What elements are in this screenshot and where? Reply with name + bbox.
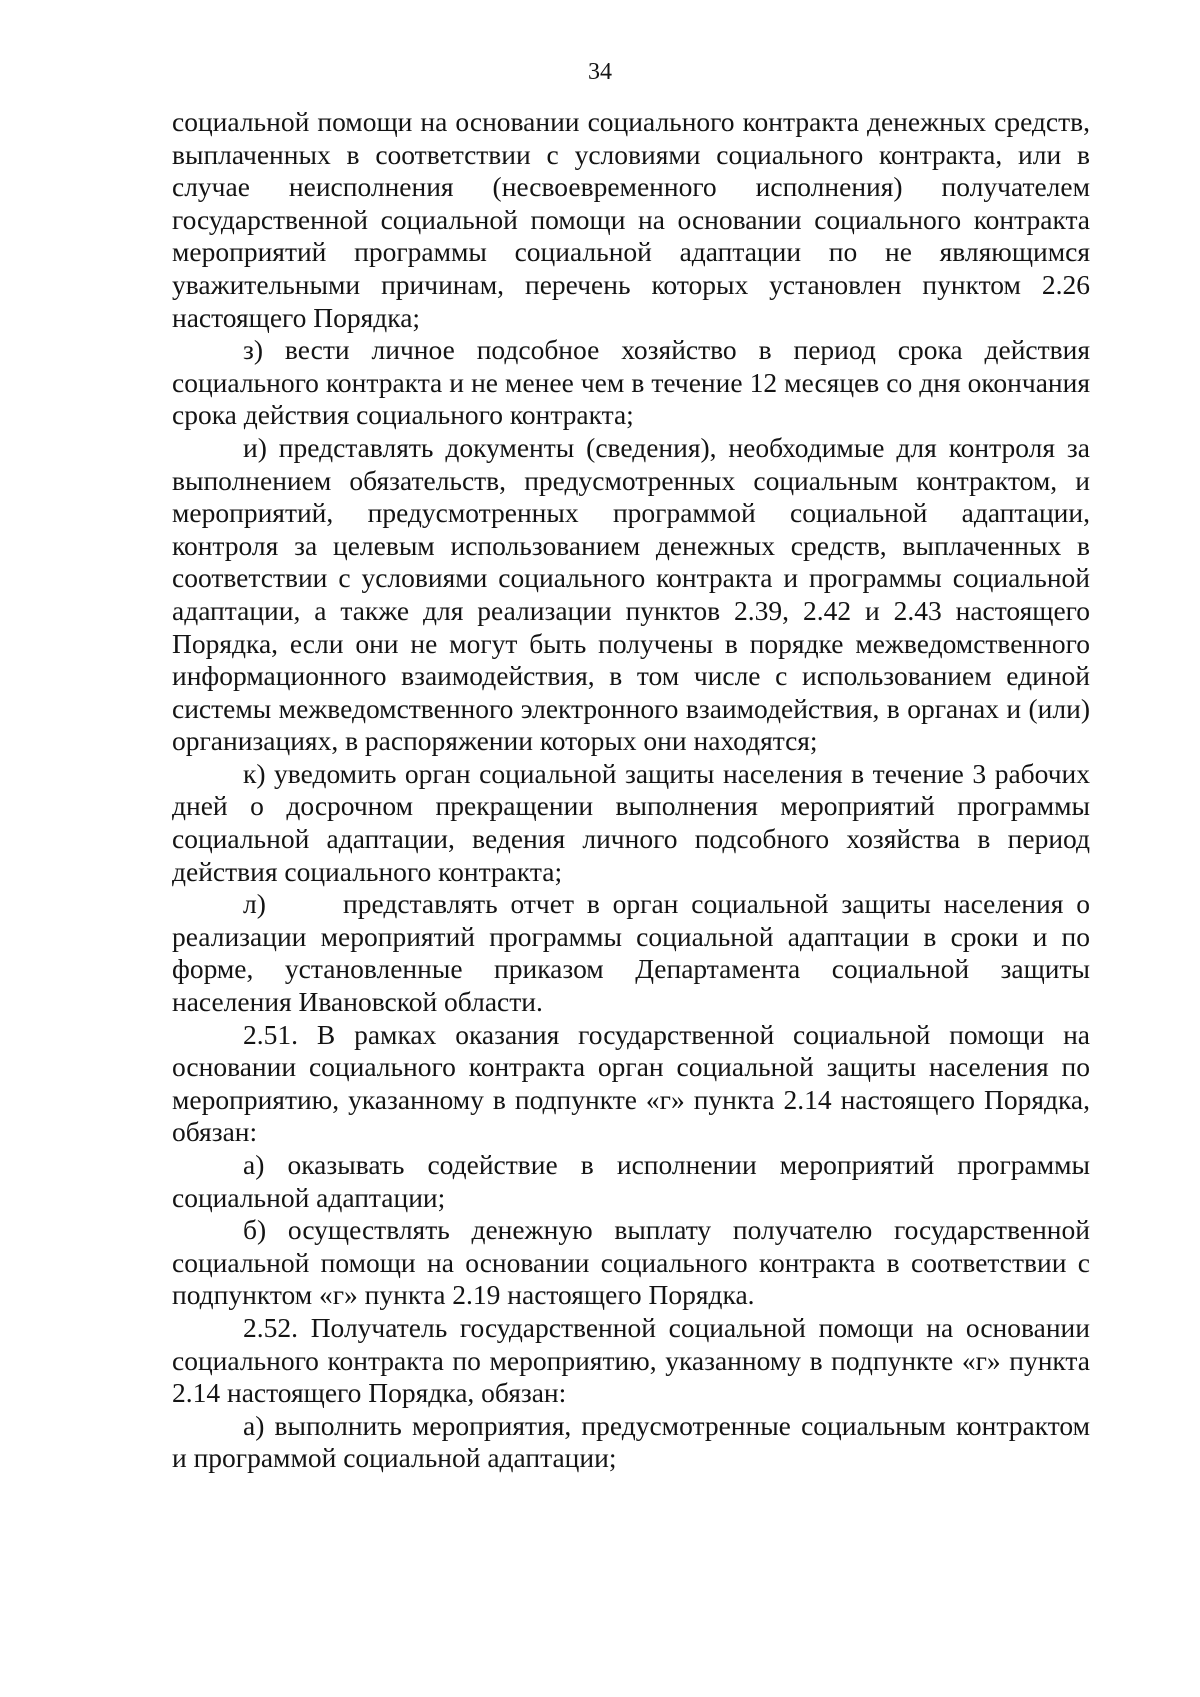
paragraph-section-2-52: 2.52. Получатель государственной социальной помощи на основании социального контракта по мероприятию, указанному в подпункте «г» пункта 2.14 настоящего Порядка, обязан: xyxy=(172,1311,1090,1409)
paragraph-item-l: л) представлять отчет в орган социальной защиты населения о реализации мероприятий программы социальной адаптации в сроки и по форме, установленные приказом Департамента социальной защиты населения Ивановской области. xyxy=(172,888,1090,1018)
paragraph-item-a-2-51: а) оказывать содействие в исполнении мероприятий программы социальной адаптации; xyxy=(172,1149,1090,1213)
document-body xyxy=(172,106,1090,1475)
page-number: 34 xyxy=(588,59,612,85)
paragraph-item-z: з) вести личное подсобное хозяйство в период срока действия социального контракта и не менее чем в течение 12 месяцев со дня окончания срока действия социального контракта; xyxy=(172,334,1090,431)
paragraph-item-i: и) представлять документы (сведения), необходимые для контроля за выполнением обязательств, предусмотренных социальным контрактом, и мероприятий, предусмотренных программой социальной адаптации, контроля за целевым использованием денежных средств, выплаченных в соответствии с условиями социального контракта и программы социальной адаптации, а также для реализации пунктов 2.39, 2.42 и 2.43 настоящего Порядка, если они не могут быть получены в порядке межведомственного информационного взаимодействия, в том числе с использованием единой системы межведомственного электронного взаимодействия, в органах и (или) организациях, в распоряжении которых они находятся; xyxy=(172,431,1090,757)
paragraph-section-2-51: 2.51. В рамках оказания государственной социальной помощи на основании социального контракта орган социальной защиты населения по мероприятию, указанному в подпункте «г» пункта 2.14 настоящего Порядка, обязан: xyxy=(172,1018,1090,1148)
paragraph-item-b-2-51: б) осуществлять денежную выплату получателю государственной социальной помощи на основании социального контракта в соответствии с подпунктом «г» пункта 2.19 настоящего Порядка. xyxy=(172,1214,1090,1311)
paragraph-item-k: к) уведомить орган социальной защиты населения в течение 3 рабочих дней о досрочном прекращении выполнения мероприятий программы социальной адаптации, ведения личного подсобного хозяйства в период действия социального контракта; xyxy=(172,757,1090,887)
paragraph-continuation: социальной помощи на основании социального контракта денежных средств, выплаченных в соответствии с условиями социального контракта, или в случае неисполнения (несвоевременного исполнения) получателем государственной социальной помощи на основании социального контракта мероприятий программы социальной адаптации по не являющимся уважительными причинам, перечень которых установлен пунктом 2.26 настоящего Порядка; xyxy=(172,106,1090,333)
paragraph-item-a-2-52: а) выполнить мероприятия, предусмотренные социальным контрактом и программой социальной адаптации; xyxy=(172,1409,1090,1474)
